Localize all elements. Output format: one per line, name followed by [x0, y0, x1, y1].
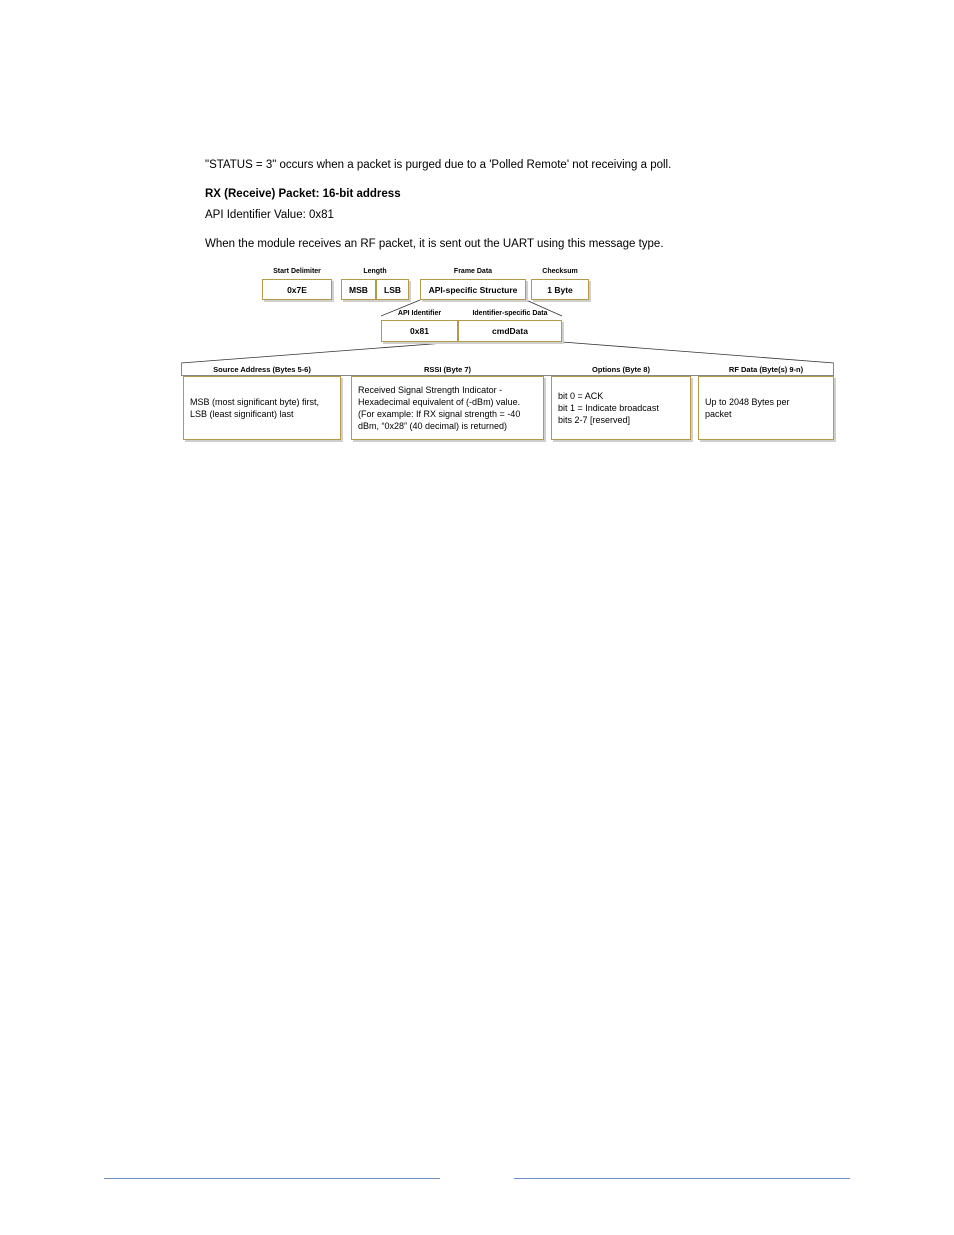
label-checksum: Checksum	[542, 268, 578, 275]
status-note: "STATUS = 3" occurs when a packet is purged due to a 'Polled Remote' not receiving a poll.	[205, 159, 672, 171]
rssi-box	[351, 376, 544, 440]
label-length: Length	[363, 268, 387, 275]
rx-packet-diagram	[0, 0, 954, 460]
options-text: bit 0 = ACK bit 1 = Indicate broadcast bits 2-7 [reserved]	[558, 391, 659, 425]
length-lsb-box: LSB	[376, 279, 409, 300]
description: When the module receives an RF packet, it is sent out the UART using this message type.	[205, 238, 664, 250]
api-identifier-box: 0x81	[381, 320, 458, 342]
identifier-data-box: cmdData	[458, 320, 562, 342]
length-msb-box: MSB	[341, 279, 376, 300]
connector-lower-right	[562, 342, 834, 363]
field-header-options: Options (Byte 8)	[592, 365, 650, 374]
start-delimiter-box: 0x7E	[262, 279, 332, 300]
options-box	[551, 376, 691, 440]
label-identifier-data: Identifier-specific Data	[472, 310, 548, 317]
rf-data-box	[698, 376, 834, 440]
connector-lower-left	[181, 342, 458, 363]
api-identifier-value: API Identifier Value: 0x81	[205, 209, 334, 221]
source-address-text: MSB (most significant byte) first, LSB (least significant) last	[190, 397, 320, 419]
footer-rule-right	[514, 1178, 850, 1179]
footer-rule-left	[104, 1178, 440, 1179]
checksum-box: 1 Byte	[531, 279, 589, 300]
label-api-identifier: API Identifier	[397, 310, 442, 317]
section-heading: RX (Receive) Packet: 16-bit address	[205, 188, 401, 200]
rf-data-text: Up to 2048 Bytes per packet	[705, 397, 790, 419]
source-address-box	[183, 376, 341, 440]
field-header-source-address: Source Address (Bytes 5-6)	[213, 365, 311, 374]
frame-data-box: API-specific Structure	[420, 279, 526, 300]
label-start-delimiter: Start Delimiter	[273, 268, 321, 275]
field-header-rf-data: RF Data (Byte(s) 9-n)	[728, 365, 804, 374]
field-header-rssi: RSSI (Byte 7)	[423, 365, 472, 374]
rssi-text: Received Signal Strength Indicator - Hexadecimal equivalent of (-dBm) value. (For example: If RX signal strength = -40 dBm, “0x28” (40 decimal) is returned)	[358, 385, 521, 431]
label-frame-data: Frame Data	[453, 268, 493, 275]
